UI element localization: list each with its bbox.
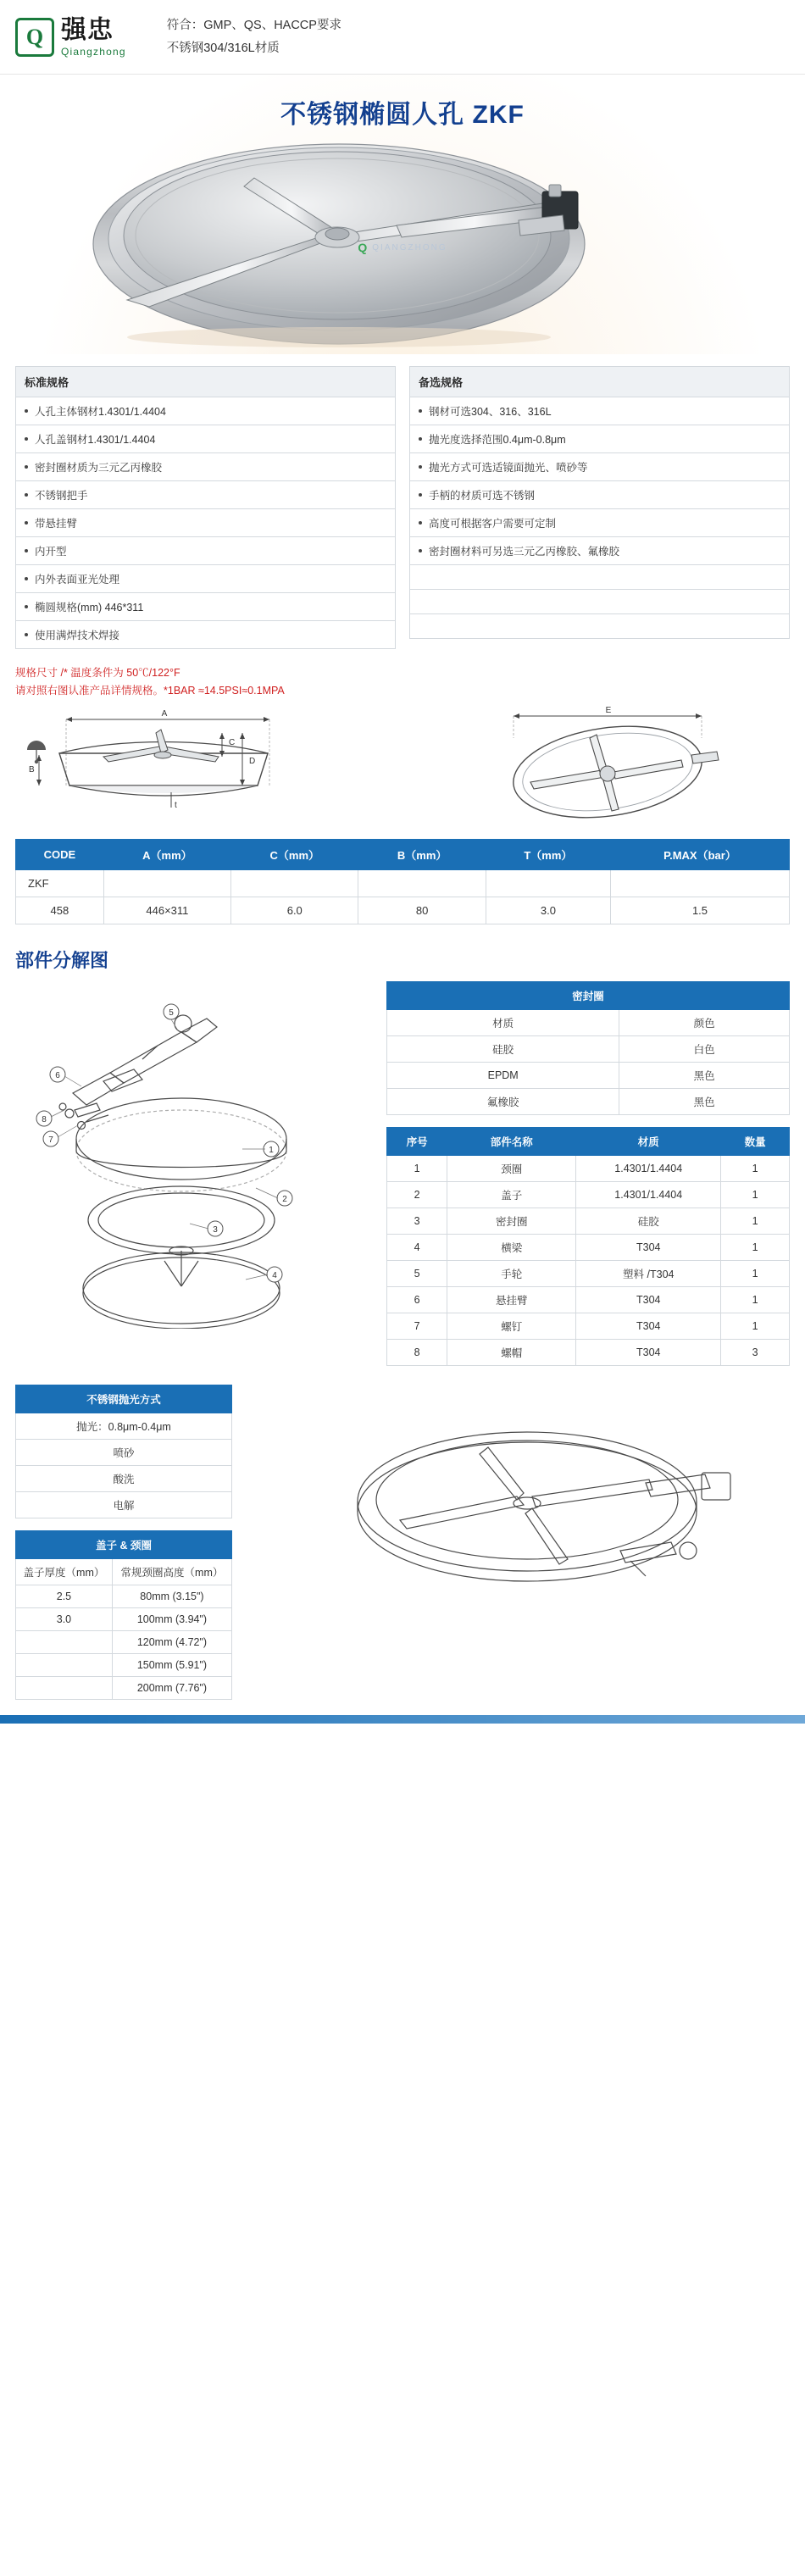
table-row [387,1313,790,1339]
part-no: 2 [387,1181,447,1208]
technical-drawings [0,701,805,832]
standard-spec-item: 密封圈材质为三元乙丙橡胶 [16,453,396,481]
svg-text:C: C [229,737,236,747]
cell-a: 446×311 [103,897,230,924]
section-drawing [15,704,414,832]
cell-pmax [610,869,789,897]
svg-text:1: 1 [269,1145,274,1155]
optional-spec-item: 钢材可选304、316、316L [410,397,790,425]
standard-spec-item: 不锈钢把手 [16,481,396,509]
svg-text:2: 2 [282,1194,287,1204]
optional-spec-column [409,366,790,649]
table-row [387,1181,790,1208]
part-no: 8 [387,1339,447,1365]
polish-option: 喷砂 [16,1439,232,1465]
watermark-text: QIANGZHONG [372,242,447,253]
neck-height: 100mm (3.94") [112,1607,231,1630]
table-row [387,1339,790,1365]
cover-thickness [16,1630,113,1653]
part-no: 7 [387,1313,447,1339]
seal-col-color: 颜色 [619,1009,790,1035]
table-row [387,1155,790,1181]
exploded-section [0,981,805,1366]
standard-spec-table [15,366,396,649]
part-no: 3 [387,1208,447,1234]
cover-neck-table [15,1530,232,1700]
cell-code: 458 [16,897,104,924]
header-line-2: 不锈钢304/316L材质 [166,41,280,55]
cover-col-thickness: 盖子厚度（mm） [16,1558,113,1585]
neck-height: 200mm (7.76") [112,1676,231,1699]
svg-text:6: 6 [55,1070,60,1080]
standard-spec-item: 人孔盖钢材1.4301/1.4404 [16,425,396,453]
optional-spec-item: 高度可根据客户需要可定制 [410,509,790,537]
cover-thickness: 3.0 [16,1607,113,1630]
svg-text:A: A [161,708,168,719]
neck-height: 120mm (4.72") [112,1630,231,1653]
cell-b [358,869,486,897]
part-qty: 1 [721,1234,790,1260]
cover-col-height: 常规颈圈高度（mm） [112,1558,231,1585]
table-header-row [16,839,790,869]
col-code: CODE [16,839,104,869]
part-qty: 1 [721,1313,790,1339]
watermark-logo-icon: Q [358,241,369,254]
seal-table-title: 密封圈 [387,981,790,1009]
table-row [387,1260,790,1286]
svg-text:5: 5 [169,1008,174,1018]
part-name: 螺帽 [447,1339,576,1365]
part-material: 塑料 /T304 [576,1260,721,1286]
bottom-section [0,1366,805,1700]
table-row [16,869,790,897]
part-qty: 1 [721,1181,790,1208]
exploded-diagram [15,981,371,1337]
svg-text:B: B [29,764,35,774]
part-qty: 3 [721,1339,790,1365]
col-c: C（mm） [231,839,358,869]
footer-bar [0,1715,805,1724]
polish-method-table [15,1385,232,1518]
dimension-table [15,839,790,924]
part-qty: 1 [721,1260,790,1286]
table-row [387,1208,790,1234]
cell-code: ZKF [16,869,104,897]
cell-a [103,869,230,897]
part-name: 横梁 [447,1234,576,1260]
optional-spec-header: 备选规格 [410,367,790,397]
seal-col-material: 材质 [387,1009,619,1035]
seal-material: 硅胶 [387,1035,619,1062]
neck-height: 150mm (5.91") [112,1653,231,1676]
seal-material: 氟橡胶 [387,1088,619,1114]
optional-spec-item: 手柄的材质可选不锈钢 [410,481,790,509]
part-material: T304 [576,1313,721,1339]
col-b: B（mm） [358,839,486,869]
cell-t [486,869,610,897]
cell-t: 3.0 [486,897,610,924]
parts-col-qty: 数量 [721,1127,790,1155]
note-line-2: 请对照右图认准产品详情规格。*1BAR ≈14.5PSI≈0.1MPA [15,685,285,697]
logo-mark-icon: Q [15,18,54,57]
cover-thickness: 2.5 [16,1585,113,1607]
part-qty: 1 [721,1208,790,1234]
neck-height: 80mm (3.15") [112,1585,231,1607]
temperature-note [15,664,790,701]
polish-option: 酸洗 [16,1465,232,1491]
standard-spec-header: 标准规格 [16,367,396,397]
specifications-section [0,354,805,649]
col-pmax: P.MAX（bar） [610,839,789,869]
seal-color: 白色 [619,1035,790,1062]
hero-banner [0,75,805,354]
cell-b: 80 [358,897,486,924]
part-material: T304 [576,1234,721,1260]
page-title: 不锈钢椭圆人孔 ZKF [280,101,525,129]
seal-color: 黑色 [619,1088,790,1114]
optional-spec-item: 密封圈材料可另选三元乙丙橡胶、氟橡胶 [410,537,790,565]
svg-text:7: 7 [48,1135,53,1145]
part-name: 盖子 [447,1181,576,1208]
cover-thickness [16,1653,113,1676]
table-row [387,1286,790,1313]
svg-text:t: t [175,800,177,810]
optional-spec-item-empty [410,565,790,590]
logo-name-cn: 强忠 [61,15,114,44]
col-a: A（mm） [103,839,230,869]
table-row [387,1234,790,1260]
part-name: 手轮 [447,1260,576,1286]
optional-spec-item-empty [410,590,790,614]
exploded-tables [386,981,790,1366]
part-material: 1.4301/1.4404 [576,1181,721,1208]
standard-spec-item: 人孔主体钢材1.4301/1.4404 [16,397,396,425]
part-name: 悬挂臂 [447,1286,576,1313]
svg-text:4: 4 [272,1270,277,1280]
svg-text:8: 8 [42,1114,47,1124]
part-name: 密封圈 [447,1208,576,1234]
cell-c: 6.0 [231,897,358,924]
part-material: T304 [576,1339,721,1365]
manway-hero-illustration [0,125,805,354]
part-qty: 1 [721,1155,790,1181]
standard-spec-column [15,366,396,649]
table-row [16,897,790,924]
optional-spec-item-empty [410,614,790,639]
standard-spec-item: 带悬挂臂 [16,509,396,537]
standard-spec-item: 椭圆规格(mm) 446*311 [16,593,396,621]
part-qty: 1 [721,1286,790,1313]
bottom-tables [15,1385,232,1700]
seal-ring-table [386,981,790,1115]
table-spacer [15,1518,232,1530]
parts-col-no: 序号 [387,1127,447,1155]
watermark [358,241,447,254]
standard-spec-item: 内开型 [16,537,396,565]
svg-text:3: 3 [213,1224,218,1235]
optional-spec-table [409,366,790,639]
parts-list-table [386,1127,790,1366]
brand-logo [15,15,126,58]
seal-material: EPDM [387,1062,619,1088]
bottom-line-drawing [247,1385,790,1700]
page-header [0,0,805,75]
col-t: T（mm） [486,839,610,869]
svg-text:E: E [605,705,612,715]
polish-option: 电解 [16,1491,232,1518]
part-material: 硅胶 [576,1208,721,1234]
part-material: 1.4301/1.4404 [576,1155,721,1181]
logo-name-en: Qiangzhong [61,45,126,58]
cover-table-title: 盖子 & 颈圈 [16,1530,232,1558]
header-certifications [167,14,341,60]
polish-option: 抛光：0.8μm-0.4μm [16,1413,232,1439]
part-name: 颈圈 [447,1155,576,1181]
part-no: 5 [387,1260,447,1286]
cover-thickness [16,1676,113,1699]
cell-pmax: 1.5 [610,897,789,924]
logo-text [61,15,126,58]
parts-header-row [387,1127,790,1155]
optional-spec-item: 抛光方式可选适镜面抛光、喷砂等 [410,453,790,481]
part-no: 4 [387,1234,447,1260]
header-line-1: 符合：GMP、QS、HACCP要求 [166,18,341,32]
parts-col-material: 材质 [576,1127,721,1155]
plan-drawing [422,704,790,832]
table-spacer [386,1115,790,1127]
parts-col-name: 部件名称 [447,1127,576,1155]
cell-c [231,869,358,897]
svg-text:D: D [249,756,256,766]
part-no: 1 [387,1155,447,1181]
part-no: 6 [387,1286,447,1313]
seal-color: 黑色 [619,1062,790,1088]
part-name: 螺钉 [447,1313,576,1339]
part-material: T304 [576,1286,721,1313]
note-line-1: 规格尺寸 /* 温度条件为 50℃/122°F [15,667,180,679]
section-title-exploded: 部件分解图 [15,949,109,971]
standard-spec-item: 内外表面亚光处理 [16,565,396,593]
standard-spec-item: 使用满焊技术焊接 [16,621,396,649]
polish-table-title: 不锈钢抛光方式 [16,1385,232,1413]
optional-spec-item: 抛光度选择范围0.4μm-0.8μm [410,425,790,453]
